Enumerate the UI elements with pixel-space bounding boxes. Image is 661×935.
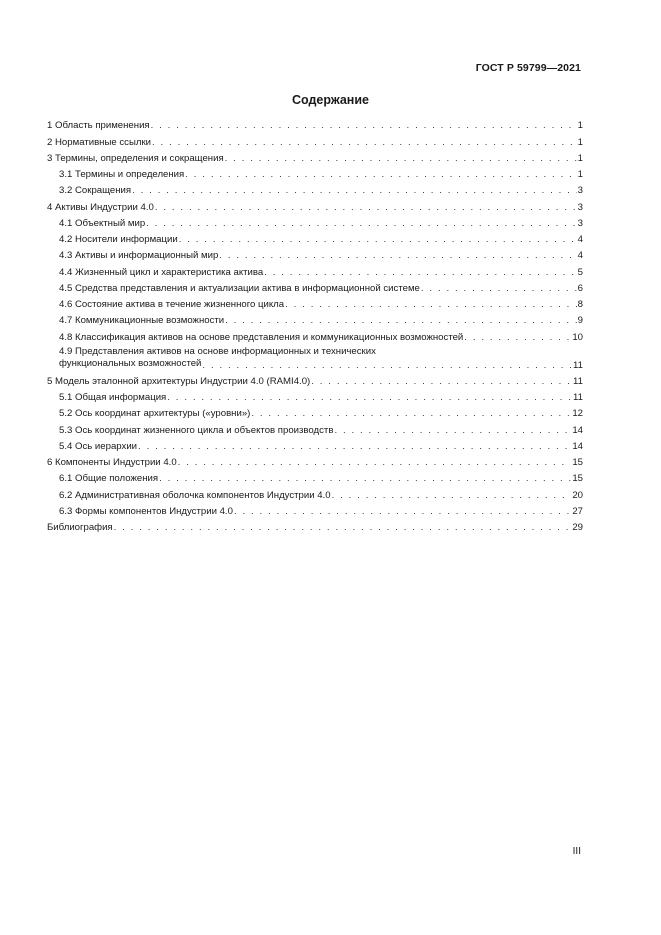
toc-entry-title: 6.3 Формы компонентов Индустрии 4.0: [59, 505, 233, 517]
toc-entry-title: 4.4 Жизненный цикл и характеристика актива: [59, 266, 264, 278]
toc-entry[interactable]: [47, 213, 583, 229]
toc-entry[interactable]: [47, 468, 583, 484]
toc-entry-title: Библиография: [47, 522, 113, 533]
toc-entry-title: 4.1 Объектный мир: [59, 217, 146, 229]
toc-entry[interactable]: [47, 403, 583, 419]
toc-entry-title: 3.1 Термины и определения: [59, 169, 185, 180]
toc-entry[interactable]: [47, 387, 583, 403]
toc-entry-title: 4.5 Средства представления и актуализации актива в информационной системе: [59, 282, 420, 294]
toc-entry[interactable]: [47, 517, 583, 533]
page-number: III: [572, 846, 581, 857]
toc-entry-title: 5.2 Ось координат архитектуры («уровни»): [59, 408, 251, 420]
toc-entry-title: 6 Компоненты Индустрии 4.0: [47, 457, 177, 468]
toc-entry[interactable]: [47, 371, 583, 387]
toc-entry[interactable]: [47, 148, 583, 164]
toc-entry-title: 6.2 Административная оболочка компонентов Индустрии 4.0: [59, 489, 331, 501]
toc-entry-page: 1: [577, 152, 583, 164]
toc-entry[interactable]: [47, 436, 583, 452]
toc-entry-title-continued: функциональных возможностей: [59, 358, 202, 369]
toc-entry[interactable]: [47, 245, 583, 261]
toc-entry-page: 27: [572, 505, 583, 517]
toc-entry-page: 4: [577, 250, 583, 262]
toc-entry[interactable]: [47, 343, 583, 371]
toc-entry-page: 11: [573, 359, 583, 371]
toc-entry-title: 5.1 Общая информация: [59, 392, 167, 403]
toc-entry-page: 1: [577, 169, 583, 180]
toc-entry[interactable]: [47, 196, 583, 212]
toc-entry[interactable]: [47, 484, 583, 500]
toc-entry[interactable]: [47, 452, 583, 468]
toc-entry-title: 5.4 Ось иерархии: [59, 440, 138, 452]
table-of-contents: [47, 115, 583, 533]
toc-entry-page: 5: [577, 266, 583, 278]
toc-entry-page: 11: [573, 375, 583, 387]
toc-entry-page: 14: [572, 440, 583, 452]
toc-entry-title: 4.9 Представления активов на основе информационных и технических: [59, 345, 376, 357]
page-title: Содержание: [291, 93, 369, 107]
toc-entry-title: 3.2 Сокращения: [59, 185, 132, 197]
toc-entry-page: 9: [577, 315, 583, 327]
toc-entry[interactable]: [47, 164, 583, 180]
toc-entry[interactable]: [47, 310, 583, 326]
toc-entry-page: 10: [572, 331, 583, 343]
toc-entry-title: 2 Нормативные ссылки: [47, 136, 152, 148]
toc-entry-page: 12: [572, 408, 583, 420]
toc-entry[interactable]: [47, 278, 583, 294]
toc-entry-page: 29: [572, 522, 583, 533]
toc-entry-page: 20: [572, 489, 583, 501]
toc-entry-page: 1: [577, 136, 583, 148]
toc-entry-title: 5.3 Ось координат жизненного цикла и объектов производств: [59, 424, 334, 436]
toc-entry-title: 3 Термины, определения и сокращения: [47, 152, 224, 164]
toc-entry-page: 4: [577, 234, 583, 245]
toc-entry[interactable]: [47, 131, 583, 147]
toc-entry-page: 15: [572, 473, 583, 485]
toc-entry[interactable]: [47, 261, 583, 277]
toc-entry-page: 3: [577, 185, 583, 197]
toc-entry-title: 1 Область применения: [47, 120, 150, 132]
toc-entry-page: 1: [577, 120, 583, 132]
toc-entry[interactable]: [47, 501, 583, 517]
toc-entry[interactable]: [47, 326, 583, 342]
toc-entry-title: 4.7 Коммуникационные возможности: [59, 315, 225, 327]
toc-entry-page: 3: [577, 217, 583, 229]
toc-entry-page: 8: [577, 299, 583, 310]
toc-entry[interactable]: [47, 419, 583, 435]
toc-entry-page: 14: [572, 424, 583, 436]
toc-entry-page: 6: [577, 282, 583, 294]
toc-entry[interactable]: [47, 115, 583, 131]
toc-entry-title: 6.1 Общие положения: [59, 473, 159, 485]
toc-entry-title: 4.3 Активы и информационный мир: [59, 250, 219, 262]
toc-entry-page: 15: [572, 457, 583, 468]
toc-entry[interactable]: [47, 229, 583, 245]
document-code: ГОСТ Р 59799—2021: [475, 62, 581, 74]
toc-entry-title: 4.2 Носители информации: [59, 234, 178, 245]
toc-entry-title: 4.8 Классификация активов на основе представления и коммуникационных возможностей: [59, 331, 464, 343]
toc-entry[interactable]: [47, 180, 583, 196]
toc-entry-title: 5 Модель эталонной архитектуры Индустрии 4.0 (RAMI4.0): [47, 375, 311, 387]
toc-entry-page: 11: [573, 392, 583, 403]
toc-entry-page: 3: [577, 201, 583, 213]
toc-entry[interactable]: [47, 294, 583, 310]
toc-entry-title: 4 Активы Индустрии 4.0: [47, 201, 154, 213]
toc-entry-title: 4.6 Состояние актива в течение жизненного цикла: [59, 299, 285, 310]
